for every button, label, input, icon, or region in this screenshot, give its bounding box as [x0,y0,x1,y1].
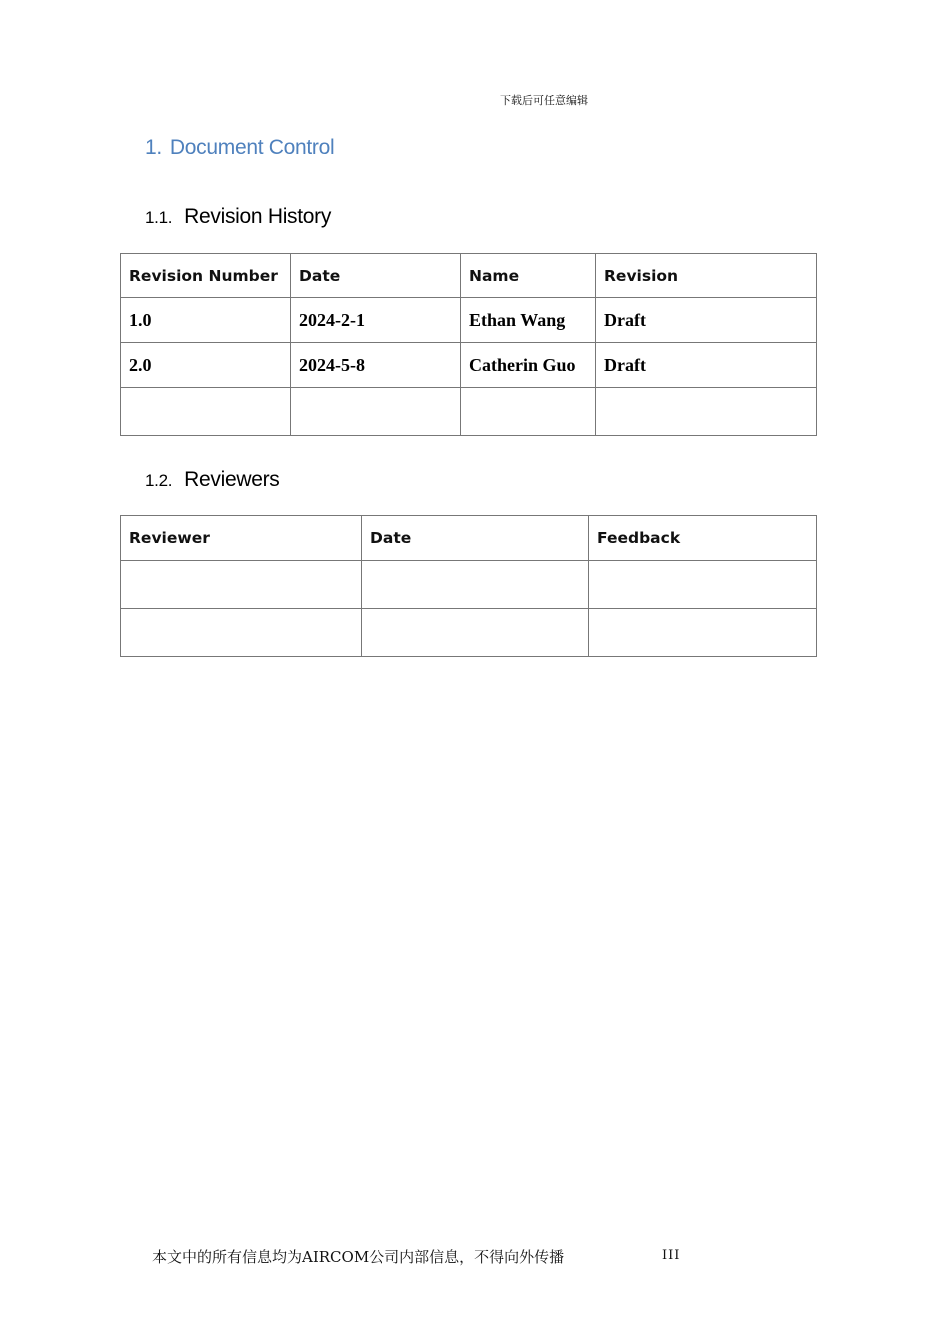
table-cell: Ethan Wang [461,298,596,343]
table-row-empty [121,561,817,609]
footer-confidentiality-note: 本文中的所有信息均为AIRCOM公司内部信息，不得向外传播 [152,1248,565,1266]
column-header: Feedback [589,516,817,561]
reviewers-title: Reviewers [184,468,280,491]
reviewers-heading [145,468,279,492]
table-cell-empty [121,388,291,436]
revision-history-title: Revision History [184,205,332,228]
table-header-row [121,516,817,561]
section-title: Document Control [169,136,335,159]
table-row [121,298,817,343]
table-cell-empty [461,388,596,436]
table-row-empty [121,609,817,657]
table-cell: Draft [596,298,817,343]
table-cell: 2024-5-8 [291,343,461,388]
table-cell: Draft [596,343,817,388]
table-cell-empty [589,561,817,609]
column-header: Reviewer [121,516,362,561]
header-note: 下载后可任意编辑 [500,94,588,107]
column-header: Date [362,516,589,561]
reviewers-table [120,515,817,657]
revision-history-number: 1.1. [145,208,173,227]
table-row [121,343,817,388]
table-cell-empty [362,609,589,657]
page-number: III [662,1248,681,1263]
table-cell: Catherin Guo [461,343,596,388]
table-cell: 1.0 [121,298,291,343]
column-header: Name [461,254,596,298]
table-cell-empty [291,388,461,436]
table-header-row [121,254,817,298]
table-cell-empty [589,609,817,657]
revision-history-heading [145,205,331,229]
table-cell-empty [362,561,589,609]
table-cell: 2024-2-1 [291,298,461,343]
section-heading [145,136,334,160]
table-cell-empty [596,388,817,436]
section-number: 1. [145,136,162,159]
table-cell: 2.0 [121,343,291,388]
revision-history-table [120,253,817,436]
table-cell-empty [121,561,362,609]
column-header: Revision [596,254,817,298]
column-header: Date [291,254,461,298]
column-header: Revision Number [121,254,291,298]
table-cell-empty [121,609,362,657]
reviewers-number: 1.2. [145,471,173,490]
table-row-empty [121,388,817,436]
